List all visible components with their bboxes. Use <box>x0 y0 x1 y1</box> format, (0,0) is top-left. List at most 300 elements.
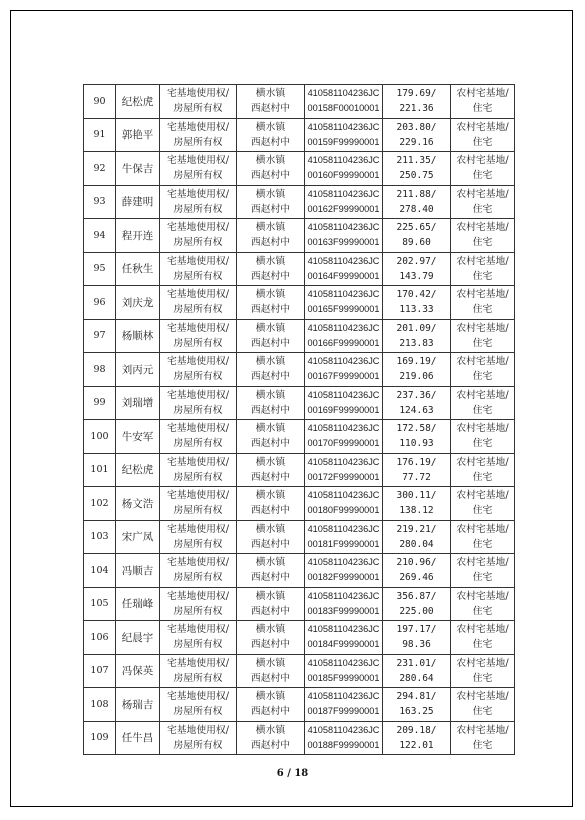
right-type-cell-line: 房屋所有权 <box>173 270 223 282</box>
area-cell-line: 300.11/ <box>396 490 437 502</box>
area-cell-line: 278.40 <box>399 203 434 215</box>
unit-code-cell <box>305 688 383 722</box>
location-cell-line: 西赵村中 <box>250 170 291 182</box>
land-use-cell-line: 农村宅基地/ <box>456 557 509 569</box>
owner-name-cell: 杨瑞吉 <box>116 688 160 722</box>
land-use-cell-line: 住宅 <box>472 706 493 718</box>
location-cell-line: 横水镇 <box>255 423 286 435</box>
area-cell-line: 122.01 <box>399 739 434 751</box>
area-cell-line: 110.93 <box>399 438 434 450</box>
area-cell-line: 172.58/ <box>396 423 437 435</box>
area-cell-line: 280.04 <box>399 538 434 550</box>
table-row <box>84 688 515 722</box>
unit-code-cell-line: 00180F99990001 <box>307 505 380 516</box>
land-use-cell-line: 农村宅基地/ <box>456 155 509 167</box>
unit-code-cell-line: 00162F99990001 <box>307 203 380 214</box>
unit-code-cell-line: 410581104236JC <box>307 691 380 702</box>
row-number-cell: 97 <box>84 319 116 353</box>
area-cell-line: 219.21/ <box>396 523 437 535</box>
location-cell-line: 横水镇 <box>255 557 286 569</box>
land-use-cell-line: 住宅 <box>472 237 493 249</box>
location-cell <box>237 185 305 219</box>
location-cell-line: 横水镇 <box>255 88 286 100</box>
right-type-cell-line: 房屋所有权 <box>173 304 223 316</box>
owner-name-cell: 刘庆龙 <box>116 286 160 320</box>
land-use-cell-line: 住宅 <box>472 438 493 450</box>
land-use-cell <box>451 487 515 521</box>
right-type-cell-line: 房屋所有权 <box>173 136 223 148</box>
area-cell-line: 213.83 <box>399 337 434 349</box>
location-cell-line: 西赵村中 <box>250 739 291 751</box>
area-cell-line: 225.00 <box>399 605 434 617</box>
unit-code-cell <box>305 85 383 119</box>
right-type-cell-line: 房屋所有权 <box>173 572 223 584</box>
unit-code-cell-line: 410581104236JC <box>307 88 380 99</box>
row-number-cell: 107 <box>84 654 116 688</box>
land-use-cell-line: 农村宅基地/ <box>456 289 509 301</box>
unit-code-cell-line: 00159F99990001 <box>307 136 380 147</box>
table-row <box>84 520 515 554</box>
unit-code-cell <box>305 319 383 353</box>
area-cell-line: 209.18/ <box>396 724 437 736</box>
unit-code-cell <box>305 185 383 219</box>
land-use-cell-line: 住宅 <box>472 672 493 684</box>
location-cell-line: 西赵村中 <box>250 505 291 517</box>
row-number-cell: 102 <box>84 487 116 521</box>
owner-name-cell: 冯保英 <box>116 654 160 688</box>
right-type-cell-line: 宅基地使用权/ <box>166 389 230 401</box>
unit-code-cell-line: 00187F99990001 <box>307 706 380 717</box>
table-row <box>84 453 515 487</box>
land-use-cell-line: 住宅 <box>472 538 493 550</box>
owner-name-cell: 纪松虎 <box>116 85 160 119</box>
unit-code-cell <box>305 487 383 521</box>
right-type-cell-line: 宅基地使用权/ <box>166 691 230 703</box>
property-records-table <box>83 84 515 755</box>
right-type-cell-line: 房屋所有权 <box>173 170 223 182</box>
owner-name-cell: 薛建明 <box>116 185 160 219</box>
location-cell-line: 横水镇 <box>255 356 286 368</box>
row-number-cell: 103 <box>84 520 116 554</box>
land-use-cell-line: 住宅 <box>472 639 493 651</box>
area-cell-line: 280.64 <box>399 672 434 684</box>
right-type-cell-line: 宅基地使用权/ <box>166 423 230 435</box>
right-type-cell-line: 宅基地使用权/ <box>166 724 230 736</box>
right-type-cell-line: 房屋所有权 <box>173 237 223 249</box>
right-type-cell-line: 宅基地使用权/ <box>166 222 230 234</box>
owner-name-cell: 程开连 <box>116 219 160 253</box>
unit-code-cell-line: 410581104236JC <box>307 590 380 601</box>
right-type-cell-line: 房屋所有权 <box>173 371 223 383</box>
location-cell <box>237 386 305 420</box>
location-cell-line: 西赵村中 <box>250 304 291 316</box>
row-number-cell: 104 <box>84 554 116 588</box>
location-cell <box>237 721 305 755</box>
area-cell-line: 98.36 <box>402 639 431 651</box>
location-cell <box>237 252 305 286</box>
unit-code-cell-line: 410581104236JC <box>307 222 380 233</box>
unit-code-cell-line: 00167F99990001 <box>307 371 380 382</box>
location-cell-line: 横水镇 <box>255 389 286 401</box>
location-cell-line: 西赵村中 <box>250 404 291 416</box>
area-cell-line: 89.60 <box>402 237 431 249</box>
unit-code-cell <box>305 621 383 655</box>
unit-code-cell-line: 410581104236JC <box>307 657 380 668</box>
unit-code-cell-line: 410581104236JC <box>307 456 380 467</box>
area-cell <box>383 453 451 487</box>
right-type-cell-line: 宅基地使用权/ <box>166 155 230 167</box>
unit-code-cell-line: 410581104236JC <box>307 322 380 333</box>
unit-code-cell <box>305 219 383 253</box>
area-cell-line: 294.81/ <box>396 691 437 703</box>
table-row <box>84 286 515 320</box>
row-number-cell: 108 <box>84 688 116 722</box>
land-use-cell-line: 农村宅基地/ <box>456 121 509 133</box>
area-cell <box>383 587 451 621</box>
right-type-cell <box>160 688 237 722</box>
right-type-cell <box>160 654 237 688</box>
land-use-cell-line: 住宅 <box>472 572 493 584</box>
land-use-cell <box>451 353 515 387</box>
right-type-cell-line: 宅基地使用权/ <box>166 121 230 133</box>
area-cell-line: 138.12 <box>399 505 434 517</box>
location-cell-line: 西赵村中 <box>250 270 291 282</box>
records-table-body <box>84 85 515 755</box>
area-cell-line: 250.75 <box>399 170 434 182</box>
row-number-cell: 99 <box>84 386 116 420</box>
land-use-cell-line: 住宅 <box>472 270 493 282</box>
right-type-cell-line: 宅基地使用权/ <box>166 624 230 636</box>
area-cell-line: 113.33 <box>399 304 434 316</box>
right-type-cell <box>160 319 237 353</box>
row-number-cell: 91 <box>84 118 116 152</box>
land-use-cell <box>451 319 515 353</box>
unit-code-cell <box>305 386 383 420</box>
owner-name-cell: 宋广凤 <box>116 520 160 554</box>
area-cell-line: 219.06 <box>399 371 434 383</box>
land-use-cell-line: 住宅 <box>472 505 493 517</box>
right-type-cell <box>160 152 237 186</box>
area-cell <box>383 420 451 454</box>
owner-name-cell: 杨顺林 <box>116 319 160 353</box>
row-number-cell: 98 <box>84 353 116 387</box>
area-cell <box>383 554 451 588</box>
land-use-cell <box>451 520 515 554</box>
right-type-cell <box>160 353 237 387</box>
table-row <box>84 152 515 186</box>
unit-code-cell <box>305 721 383 755</box>
area-cell <box>383 319 451 353</box>
area-cell <box>383 386 451 420</box>
location-cell <box>237 453 305 487</box>
land-use-cell-line: 农村宅基地/ <box>456 657 509 669</box>
right-type-cell <box>160 420 237 454</box>
location-cell-line: 横水镇 <box>255 724 286 736</box>
land-use-cell-line: 农村宅基地/ <box>456 423 509 435</box>
area-cell <box>383 219 451 253</box>
land-use-cell <box>451 118 515 152</box>
land-use-cell <box>451 386 515 420</box>
right-type-cell-line: 宅基地使用权/ <box>166 590 230 602</box>
land-use-cell <box>451 587 515 621</box>
unit-code-cell-line: 410581104236JC <box>307 356 380 367</box>
area-cell-line: 170.42/ <box>396 289 437 301</box>
area-cell-line: 211.35/ <box>396 155 437 167</box>
table-row <box>84 721 515 755</box>
right-type-cell <box>160 554 237 588</box>
location-cell-line: 西赵村中 <box>250 337 291 349</box>
location-cell-line: 横水镇 <box>255 523 286 535</box>
owner-name-cell: 牛保吉 <box>116 152 160 186</box>
unit-code-cell <box>305 118 383 152</box>
right-type-cell-line: 房屋所有权 <box>173 538 223 550</box>
area-cell-line: 77.72 <box>402 471 431 483</box>
area-cell-line: 225.65/ <box>396 222 437 234</box>
table-row <box>84 554 515 588</box>
table-row <box>84 353 515 387</box>
table-row <box>84 118 515 152</box>
row-number-cell: 93 <box>84 185 116 219</box>
land-use-cell <box>451 654 515 688</box>
unit-code-cell-line: 410581104236JC <box>307 557 380 568</box>
land-use-cell-line: 农村宅基地/ <box>456 389 509 401</box>
table-row <box>84 219 515 253</box>
right-type-cell <box>160 386 237 420</box>
table-row <box>84 420 515 454</box>
land-use-cell-line: 农村宅基地/ <box>456 724 509 736</box>
land-use-cell-line: 住宅 <box>472 103 493 115</box>
location-cell <box>237 152 305 186</box>
area-cell <box>383 721 451 755</box>
area-cell-line: 202.97/ <box>396 255 437 267</box>
right-type-cell-line: 房屋所有权 <box>173 438 223 450</box>
location-cell-line: 西赵村中 <box>250 371 291 383</box>
land-use-cell-line: 住宅 <box>472 739 493 751</box>
right-type-cell-line: 宅基地使用权/ <box>166 523 230 535</box>
unit-code-cell <box>305 286 383 320</box>
location-cell <box>237 286 305 320</box>
unit-code-cell <box>305 587 383 621</box>
row-number-cell: 105 <box>84 587 116 621</box>
area-cell <box>383 520 451 554</box>
area-cell <box>383 487 451 521</box>
owner-name-cell: 纪晨宇 <box>116 621 160 655</box>
owner-name-cell: 郭艳平 <box>116 118 160 152</box>
unit-code-cell-line: 00166F99990001 <box>307 337 380 348</box>
location-cell <box>237 420 305 454</box>
land-use-cell <box>451 286 515 320</box>
location-cell-line: 西赵村中 <box>250 103 291 115</box>
owner-name-cell: 任牛昌 <box>116 721 160 755</box>
land-use-cell <box>451 420 515 454</box>
right-type-cell-line: 房屋所有权 <box>173 203 223 215</box>
area-cell <box>383 286 451 320</box>
unit-code-cell-line: 410581104236JC <box>307 155 380 166</box>
row-number-cell: 100 <box>84 420 116 454</box>
location-cell-line: 西赵村中 <box>250 572 291 584</box>
location-cell-line: 横水镇 <box>255 121 286 133</box>
unit-code-cell <box>305 453 383 487</box>
location-cell-line: 横水镇 <box>255 456 286 468</box>
area-cell-line: 231.01/ <box>396 657 437 669</box>
land-use-cell-line: 农村宅基地/ <box>456 523 509 535</box>
unit-code-cell-line: 00185F99990001 <box>307 672 380 683</box>
unit-code-cell-line: 00172F99990001 <box>307 471 380 482</box>
area-cell <box>383 353 451 387</box>
right-type-cell <box>160 219 237 253</box>
land-use-cell <box>451 621 515 655</box>
land-use-cell <box>451 185 515 219</box>
right-type-cell-line: 宅基地使用权/ <box>166 557 230 569</box>
right-type-cell <box>160 185 237 219</box>
owner-name-cell: 纪松虎 <box>116 453 160 487</box>
location-cell-line: 横水镇 <box>255 691 286 703</box>
unit-code-cell-line: 410581104236JC <box>307 389 380 400</box>
land-use-cell-line: 住宅 <box>472 203 493 215</box>
area-cell <box>383 621 451 655</box>
land-use-cell-line: 农村宅基地/ <box>456 490 509 502</box>
area-cell-line: 179.69/ <box>396 88 437 100</box>
right-type-cell-line: 宅基地使用权/ <box>166 88 230 100</box>
area-cell-line: 203.80/ <box>396 121 437 133</box>
area-cell-line: 124.63 <box>399 404 434 416</box>
location-cell <box>237 520 305 554</box>
land-use-cell-line: 住宅 <box>472 605 493 617</box>
location-cell-line: 横水镇 <box>255 590 286 602</box>
location-cell <box>237 554 305 588</box>
location-cell-line: 西赵村中 <box>250 639 291 651</box>
location-cell-line: 西赵村中 <box>250 471 291 483</box>
area-cell <box>383 185 451 219</box>
row-number-cell: 106 <box>84 621 116 655</box>
land-use-cell-line: 住宅 <box>472 337 493 349</box>
unit-code-cell-line: 410581104236JC <box>307 490 380 501</box>
land-use-cell-line: 住宅 <box>472 404 493 416</box>
unit-code-cell-line: 00182F99990001 <box>307 572 380 583</box>
right-type-cell-line: 房屋所有权 <box>173 739 223 751</box>
unit-code-cell <box>305 252 383 286</box>
land-use-cell-line: 住宅 <box>472 136 493 148</box>
right-type-cell-line: 宅基地使用权/ <box>166 456 230 468</box>
right-type-cell <box>160 286 237 320</box>
table-row <box>84 85 515 119</box>
area-cell-line: 201.09/ <box>396 322 437 334</box>
land-use-cell-line: 农村宅基地/ <box>456 322 509 334</box>
right-type-cell-line: 宅基地使用权/ <box>166 322 230 334</box>
location-cell <box>237 219 305 253</box>
land-use-cell <box>451 219 515 253</box>
location-cell-line: 横水镇 <box>255 490 286 502</box>
row-number-cell: 95 <box>84 252 116 286</box>
unit-code-cell <box>305 152 383 186</box>
unit-code-cell-line: 00184F99990001 <box>307 639 380 650</box>
row-number-cell: 101 <box>84 453 116 487</box>
area-cell-line: 163.25 <box>399 706 434 718</box>
owner-name-cell: 任秋生 <box>116 252 160 286</box>
location-cell-line: 横水镇 <box>255 188 286 200</box>
area-cell-line: 229.16 <box>399 136 434 148</box>
table-row <box>84 654 515 688</box>
unit-code-cell-line: 00181F99990001 <box>307 538 380 549</box>
table-row <box>84 319 515 353</box>
area-cell-line: 143.79 <box>399 270 434 282</box>
unit-code-cell-line: 410581104236JC <box>307 289 380 300</box>
land-use-cell <box>451 688 515 722</box>
land-use-cell-line: 住宅 <box>472 170 493 182</box>
table-row <box>84 621 515 655</box>
location-cell-line: 横水镇 <box>255 657 286 669</box>
land-use-cell-line: 农村宅基地/ <box>456 691 509 703</box>
location-cell <box>237 319 305 353</box>
location-cell-line: 西赵村中 <box>250 203 291 215</box>
unit-code-cell-line: 00169F99990001 <box>307 404 380 415</box>
right-type-cell-line: 房屋所有权 <box>173 471 223 483</box>
location-cell <box>237 353 305 387</box>
area-cell <box>383 654 451 688</box>
location-cell-line: 横水镇 <box>255 289 286 301</box>
land-use-cell-line: 农村宅基地/ <box>456 88 509 100</box>
land-use-cell-line: 农村宅基地/ <box>456 255 509 267</box>
land-use-cell-line: 住宅 <box>472 371 493 383</box>
land-use-cell <box>451 152 515 186</box>
unit-code-cell <box>305 554 383 588</box>
land-use-cell <box>451 453 515 487</box>
area-cell-line: 356.87/ <box>396 590 437 602</box>
right-type-cell <box>160 453 237 487</box>
unit-code-cell-line: 410581104236JC <box>307 523 380 534</box>
unit-code-cell-line: 00164F99990001 <box>307 270 380 281</box>
area-cell-line: 237.36/ <box>396 389 437 401</box>
location-cell <box>237 118 305 152</box>
area-cell-line: 211.88/ <box>396 188 437 200</box>
location-cell-line: 西赵村中 <box>250 237 291 249</box>
unit-code-cell <box>305 520 383 554</box>
right-type-cell-line: 房屋所有权 <box>173 103 223 115</box>
location-cell-line: 横水镇 <box>255 624 286 636</box>
right-type-cell-line: 房屋所有权 <box>173 706 223 718</box>
unit-code-cell-line: 410581104236JC <box>307 188 380 199</box>
location-cell-line: 西赵村中 <box>250 605 291 617</box>
right-type-cell <box>160 118 237 152</box>
land-use-cell-line: 住宅 <box>472 471 493 483</box>
land-use-cell-line: 农村宅基地/ <box>456 188 509 200</box>
unit-code-cell-line: 410581104236JC <box>307 255 380 266</box>
location-cell <box>237 621 305 655</box>
row-number-cell: 90 <box>84 85 116 119</box>
owner-name-cell: 刘丙元 <box>116 353 160 387</box>
right-type-cell <box>160 487 237 521</box>
right-type-cell-line: 房屋所有权 <box>173 337 223 349</box>
area-cell <box>383 152 451 186</box>
area-cell <box>383 85 451 119</box>
location-cell-line: 西赵村中 <box>250 672 291 684</box>
area-cell-line: 197.17/ <box>396 624 437 636</box>
unit-code-cell-line: 410581104236JC <box>307 121 380 132</box>
location-cell <box>237 688 305 722</box>
right-type-cell-line: 宅基地使用权/ <box>166 657 230 669</box>
right-type-cell-line: 宅基地使用权/ <box>166 289 230 301</box>
right-type-cell <box>160 587 237 621</box>
right-type-cell <box>160 520 237 554</box>
table-row <box>84 487 515 521</box>
unit-code-cell-line: 410581104236JC <box>307 624 380 635</box>
unit-code-cell-line: 410581104236JC <box>307 423 380 434</box>
location-cell-line: 西赵村中 <box>250 706 291 718</box>
page-number: 6 / 18 <box>276 768 309 779</box>
unit-code-cell-line: 00183F99990001 <box>307 605 380 616</box>
land-use-cell-line: 农村宅基地/ <box>456 590 509 602</box>
area-cell-line: 221.36 <box>399 103 434 115</box>
